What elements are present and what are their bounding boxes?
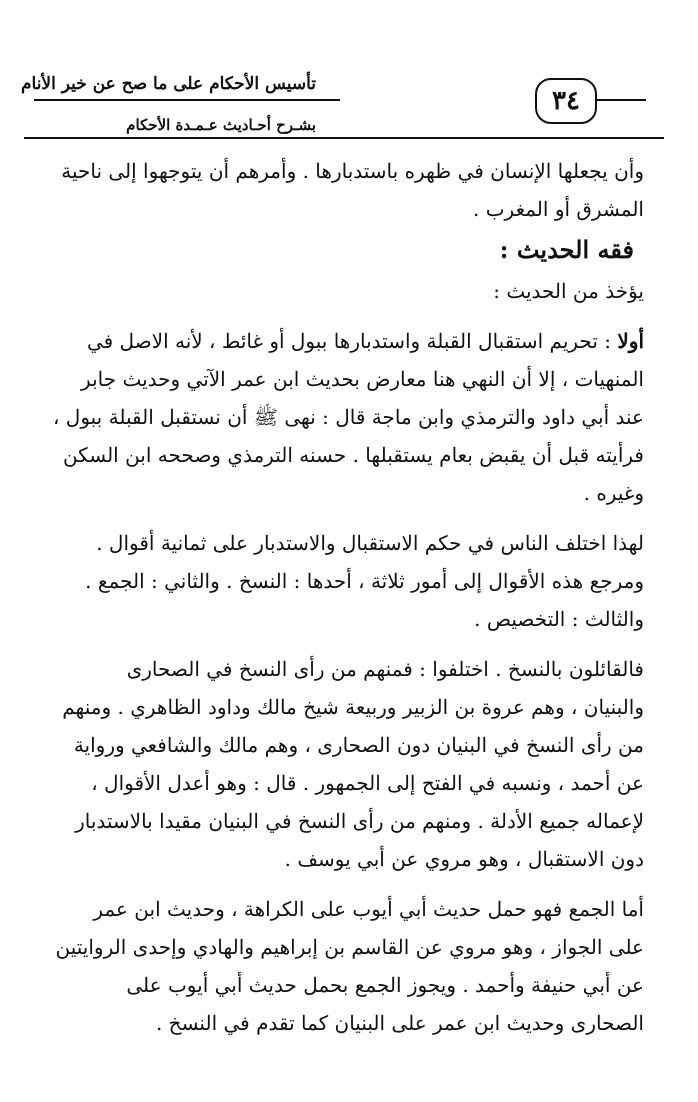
text-line: وغيره .: [583, 481, 644, 505]
text-line: عند أبي داود والترمذي وابن ماجة قال : نهى ﷺ أن نستقبل القبلة ببول ،: [52, 405, 644, 429]
text-line: على الجواز ، وهو مروي عن القاسم بن إبراهيم والهادي وإحدى الروايتين: [55, 935, 644, 959]
text-line: فرأيته قبل أن يقبض بعام يستقبلها . حسنه الترمذي وصححه ابن السكن: [62, 443, 644, 467]
text-line: والبنيان ، وهم عروة بن الزبير وربيعة شيخ مالك وداود الظاهري . ومنهم: [62, 695, 644, 719]
header-rule-bottom: [24, 137, 664, 139]
page-body: [48, 152, 644, 1042]
book-subtitle: بشـرح أحـاديث عـمـدة الأحكام: [126, 116, 316, 134]
book-title: تأسيس الأحكام على ما صح عن خير الأنام: [20, 74, 316, 94]
text-line: لهذا اختلف الناس في حكم الاستقبال والاستدبار على ثمانية أقوال .: [96, 531, 644, 555]
header-rule-right: [592, 99, 646, 101]
text-line: عن أحمد ، ونسبه في الفتح إلى الجمهور . قال : وهو أعدل الأقوال ،: [91, 771, 644, 795]
text-line: دون الاستقبال ، وهو مروي عن أبي يوسف .: [284, 847, 644, 871]
text-line: [48, 322, 644, 360]
text-line: المنهيات ، إلا أن النهي هنا معارض بحديث ابن عمر الآتي وحديث جابر: [81, 367, 644, 391]
text-line: أما الجمع فهو حمل حديث أبي أيوب على الكراهة ، وحديث ابن عمر: [93, 897, 644, 921]
text-line: من رأى النسخ في البنيان دون الصحارى ، وهم مالك والشافعي ورواية: [73, 733, 644, 757]
page-header: [0, 60, 698, 140]
text-line: والثالث : التخصيص .: [474, 607, 644, 631]
header-rule-top: [34, 99, 340, 101]
text-line: وأن يجعلها الإنسان في ظهره باستدبارها . وأمرهم أن يتوجهوا إلى ناحية: [61, 159, 644, 183]
text-line: لإعماله جميع الأدلة . ومنهم من رأى النسخ في البنيان مقيدا بالاستدبار: [75, 809, 644, 833]
page-number: ٣٤: [535, 78, 597, 124]
text-line: المشرق أو المغرب .: [473, 197, 644, 221]
text-line: عن أبي حنيفة وأحمد . ويجوز الجمع بحمل حديث أبي أيوب على: [126, 973, 644, 997]
text-line: فالقائلون بالنسخ . اختلفوا : فمنهم من رأى النسخ في الصحارى: [126, 657, 644, 681]
text-line: يؤخذ من الحديث :: [493, 279, 644, 303]
text-line: الصحارى وحديث ابن عمر على البنيان كما تقدم في النسخ .: [155, 1011, 644, 1035]
text-span: : تحريم استقبال القبلة واستدبارها ببول أو غائط ، لأنه الاصل في: [86, 329, 618, 353]
text-line: ومرجع هذه الأقوال إلى أمور ثلاثة ، أحدها : النسخ . والثاني : الجمع .: [85, 569, 644, 593]
section-heading: فقه الحديث :: [499, 235, 634, 264]
first-label: أولا: [617, 329, 644, 353]
